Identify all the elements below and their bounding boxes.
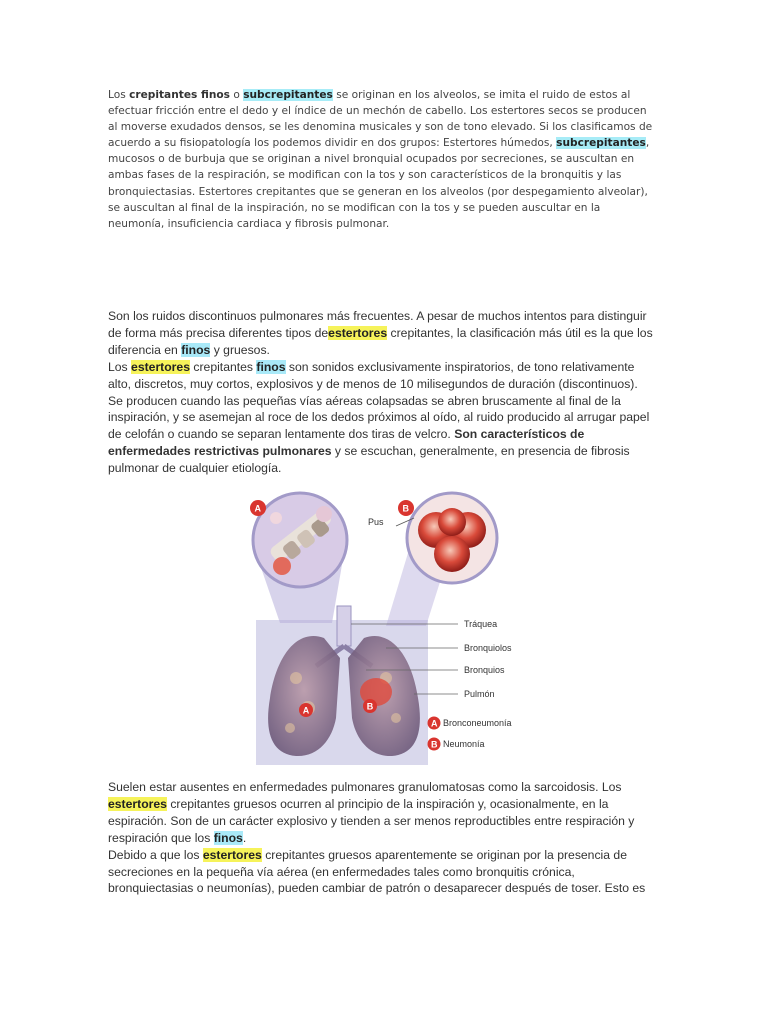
highlight-finos: finos — [256, 359, 286, 374]
legend-a-text: Bronconeumonía — [443, 718, 512, 728]
label-bronquiolos: Bronquiolos — [464, 643, 512, 653]
highlight-finos: finos — [181, 342, 211, 357]
badge-a-lung-text: A — [302, 705, 310, 716]
lung-illustration-svg — [236, 478, 528, 770]
text-run: Suelen estar ausentes en enfermedades pulmonares granulomatosas como la sarcoidosis. Los — [108, 780, 622, 794]
highlight-subcrepitantes: subcrepitantes — [556, 137, 646, 150]
highlight-estertores: estertores — [108, 796, 167, 811]
highlight-subcrepitantes: subcrepitantes — [243, 89, 333, 101]
text-run: . — [242, 830, 247, 845]
highlight-estertores: estertores — [328, 325, 388, 340]
paragraph-definition — [108, 308, 656, 477]
text-run: crepitantes gruesos aparentemente se originan por la presencia de secreciones en la pequeña vía aérea (en enfermedades tales como bronquitis crónica, bronquiectasias o neumonías), pueden cambiar de patrón o desaparecer después de toser. Esto es — [108, 847, 646, 896]
text-run: son sonidos exclusivamente inspiratorios, de tono relativamente alto, discretos, muy cortos, explosivos y de menos de 10 milisegundos de duración (discontinuos). Se producen cuando las pequeñas vías aéreas colapsadas se abren bruscamente al final de la inspiración, y se asemejan al roce de los dedos próximos al oído, al ruido producido al arrugar papel de celofán o cuando se separan lentamente dos tiras de velcro. — [108, 359, 650, 442]
label-bronquios: Bronquios — [464, 665, 505, 675]
text-run: se originan en los alveolos, se imita el ruido de estos al efectuar fricción entre el dedo y el índice de un mechón de cabello. Los estertores secos se producen al moverse exudados densos, se les denomina musicales y son de tono elevado. Si los clasificamos de acuerdo a su fisiopatología los podemos dividir en dos grupos: Estertores húmedos, — [108, 89, 653, 150]
text-run: y se escuchan, generalmente, en presencia de fibrosis pulmonar de cualquier etiología. — [108, 444, 630, 476]
text-run: crepitantes — [190, 359, 257, 374]
text-run: o — [229, 89, 244, 101]
highlight-finos: finos — [213, 830, 243, 845]
text-run: Son los ruidos discontinuos pulmonares más frecuentes. A pesar de muchos intentos para distinguir de forma más precisa diferentes tipos de — [108, 309, 647, 340]
text-run: Los — [108, 359, 132, 374]
label-pulmon: Pulmón — [464, 689, 495, 699]
text-run: crepitantes, la clasificación más útil es la que los diferencia en — [108, 325, 653, 357]
highlight-estertores: estertores — [131, 359, 190, 374]
badge-a-text: A — [254, 503, 261, 514]
paragraph-coarse-crackles — [108, 779, 656, 897]
badge-b-text: B — [402, 503, 409, 514]
text-run: Los — [108, 89, 130, 101]
legend-b-text: Neumonía — [443, 739, 485, 749]
trachea-shape — [337, 606, 351, 646]
label-traquea: Tráquea — [464, 619, 498, 629]
bold-term: crepitantes finos — [129, 89, 230, 101]
text-run: Debido a que los — [108, 847, 203, 862]
text-run: , mucosos o de burbuja que se originan a nivel bronquial ocupados por secreciones, se auscultan en ambas fases de la respiración, se modifican con la tos y son característicos de la bronquitis y las bronquiectasias. Estertores crepitantes que se generan en los alveolos (por despegamiento alveolar), se auscultan al final de la inspiración, no se modifican con la tos y se pueden auscultar en la neumonía, insuficiencia cardiaca y fibrosis pulmonar. — [108, 137, 650, 230]
paragraph-intro — [108, 87, 653, 232]
legend-a-key: A — [431, 718, 438, 729]
text-run: crepitantes gruesos ocurren al principio de la inspiración y, ocasionalmente, en la espiración. Son de un carácter explosivo y tienden a ser menos reproductibles entre respiración y respiración que los — [108, 796, 635, 845]
badge-b-lung-text: B — [366, 701, 374, 712]
legend-b-key: B — [431, 739, 438, 750]
text-run: y gruesos. — [210, 342, 270, 357]
highlight-estertores: estertores — [202, 847, 262, 862]
lung-illustration — [236, 478, 528, 770]
bold-statement: Son característicos de enfermedades restrictivas pulmonares — [108, 427, 585, 459]
pus-label: Pus — [368, 517, 384, 527]
